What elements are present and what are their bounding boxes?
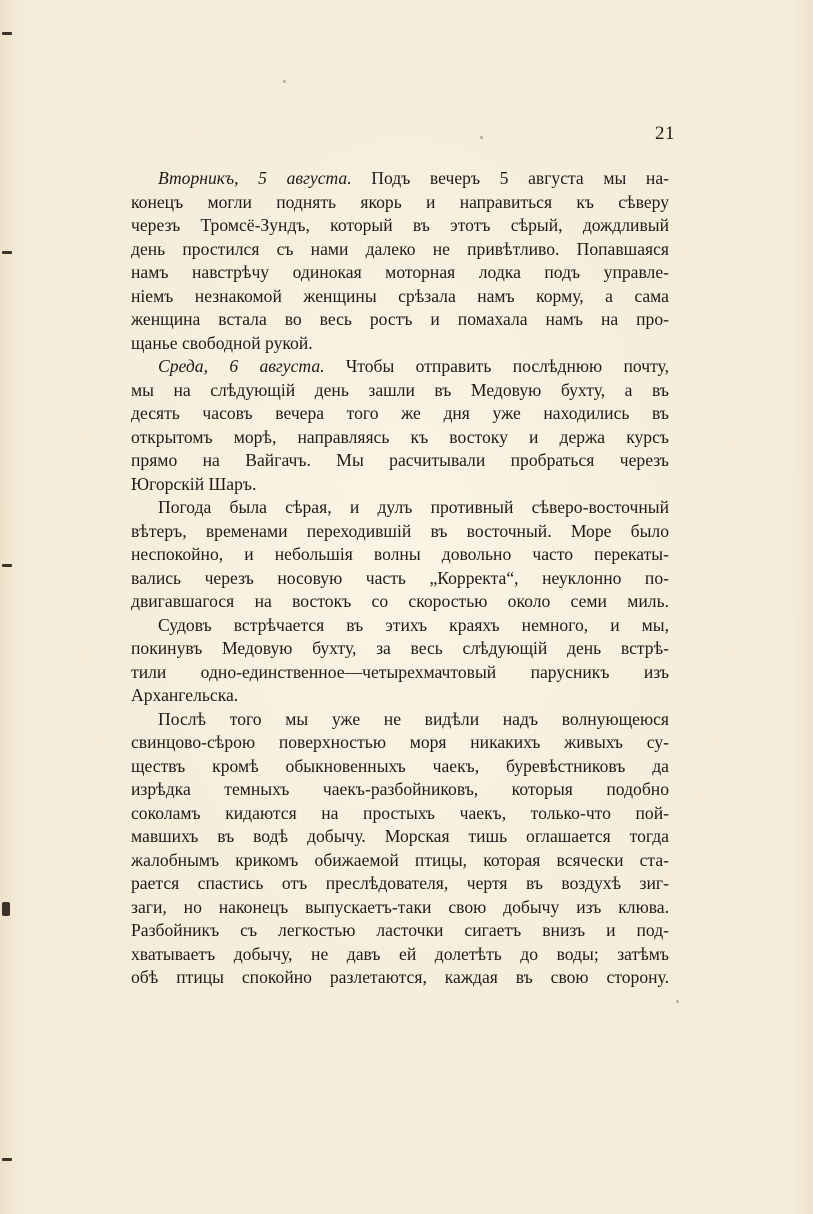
text-line (131, 238, 669, 262)
text-run: Подъ вечеръ 5 августа мы на- (351, 168, 670, 188)
paper-speck (283, 80, 286, 83)
text-run: неспокойно, и небольшія волны довольно часто перекаты- (131, 544, 669, 564)
text-line (131, 590, 669, 614)
text-run: женщина встала во весь ростъ и помахала намъ на про- (131, 309, 669, 329)
text-run: мавшихъ въ водѣ добычу. Морская тишь оглашается тогда (131, 826, 669, 846)
entry-date: Вторникъ, 5 августа. (158, 168, 352, 188)
text-line (131, 849, 669, 873)
text-run: открытомъ морѣ, направляясь къ востоку и держа курсъ (131, 426, 669, 447)
text-line (131, 167, 669, 191)
text-line (131, 261, 669, 285)
paper-speck (480, 136, 483, 139)
text-run: вались черезъ носовую часть „Корректа“, неуклонно по- (131, 567, 669, 588)
text-run: двигавшагося на востокъ со скоростью около семи миль. (131, 591, 669, 611)
text-line (131, 896, 669, 920)
text-run: конецъ могли поднять якорь и направиться къ сѣверу (131, 191, 669, 212)
page-number: 21 (655, 123, 675, 144)
text-run: щанье свободной рукой. (131, 332, 313, 353)
edge-mark (2, 32, 12, 35)
text-run: изрѣдка темныхъ чаекъ-разбойниковъ, которыя подобно (131, 779, 669, 799)
text-run: заги, но наконецъ выпускаетъ-таки свою добычу изъ клюва. (131, 896, 669, 917)
text-line (131, 966, 669, 990)
text-line (131, 802, 669, 826)
text-line (131, 449, 669, 473)
text-line (131, 473, 669, 497)
text-run: Разбойникъ съ легкостью ласточки сигаетъ внизъ и под- (131, 920, 669, 940)
text-run: Судовъ встрѣчается въ этихъ краяхъ немного, и мы, (158, 614, 669, 635)
text-line (131, 825, 669, 849)
text-run: свинцово-сѣрою поверхностью моря никакихъ живыхъ су- (131, 732, 669, 752)
text-run: десять часовъ вечера того же дня уже находились въ (131, 403, 669, 423)
entry-date: Среда, 6 августа. (158, 356, 325, 376)
text-line (131, 191, 669, 215)
text-run: хватываетъ добычу, не давъ ей долетѣть до воды; затѣмъ (131, 943, 669, 964)
edge-mark (2, 564, 12, 567)
text-run: жалобнымъ крикомъ обижаемой птицы, которая всячески ста- (131, 849, 669, 870)
text-run: тили одно-единственное—четырехмачтовый парусникъ изъ (131, 661, 669, 682)
text-run: Послѣ того мы уже не видѣли надъ волнующеюся (158, 708, 669, 729)
text-run: рается спастись отъ преслѣдователя, чертя въ воздухѣ зиг- (131, 873, 669, 893)
paper-speck (676, 1000, 679, 1003)
text-line (131, 778, 669, 802)
text-line (131, 684, 669, 708)
text-line (131, 214, 669, 238)
text-line (131, 520, 669, 544)
text-line (131, 614, 669, 638)
text-line (131, 355, 669, 379)
text-run: покинувъ Медовую бухту, за весь слѣдующій день встрѣ- (131, 638, 669, 658)
text-line (131, 426, 669, 450)
text-line (131, 543, 669, 567)
text-line (131, 332, 669, 356)
text-run: мы на слѣдующій день зашли въ Медовую бухту, а въ (131, 379, 669, 400)
text-run: соколамъ кидаются на простыхъ чаекъ, только-что пой- (131, 802, 669, 823)
text-run: обѣ птицы спокойно разлетаются, каждая въ свою сторону. (131, 967, 669, 987)
text-run: черезъ Тромсё-Зундъ, который въ этотъ сѣрый, дождливый (131, 215, 669, 235)
text-run: день простился съ нами далеко не привѣтливо. Попавшаяся (131, 238, 669, 259)
text-run: ществъ кромѣ обыкновенныхъ чаекъ, буревѣстниковъ да (131, 755, 669, 776)
edge-mark (2, 251, 12, 254)
text-line (131, 496, 669, 520)
text-run: Погода была сѣрая, и дулъ противный сѣверо-восточный (158, 497, 669, 517)
text-line (131, 402, 669, 426)
text-line (131, 567, 669, 591)
text-line (131, 708, 669, 732)
text-line (131, 919, 669, 943)
text-line (131, 308, 669, 332)
text-line (131, 731, 669, 755)
text-line (131, 943, 669, 967)
text-run: вѣтеръ, временами переходившій въ восточный. Море было (131, 520, 669, 541)
text-line (131, 755, 669, 779)
text-run: ніемъ незнакомой женщины срѣзала намъ корму, а сама (131, 285, 669, 306)
text-line (131, 379, 669, 403)
text-run: прямо на Вайгачъ. Мы расчитывали пробраться черезъ (131, 450, 669, 470)
text-line (131, 661, 669, 685)
text-line (131, 872, 669, 896)
text-line (131, 637, 669, 661)
text-run: намъ навстрѣчу одинокая моторная лодка подъ управле- (131, 262, 669, 282)
text-line (131, 285, 669, 309)
edge-mark (2, 902, 10, 916)
text-run: Архангельска. (131, 685, 239, 705)
text-run: Чтобы отправить послѣднюю почту, (324, 356, 669, 376)
text-run: Югорскій Шаръ. (131, 473, 257, 494)
edge-mark (2, 1158, 12, 1161)
body-text (131, 167, 669, 990)
